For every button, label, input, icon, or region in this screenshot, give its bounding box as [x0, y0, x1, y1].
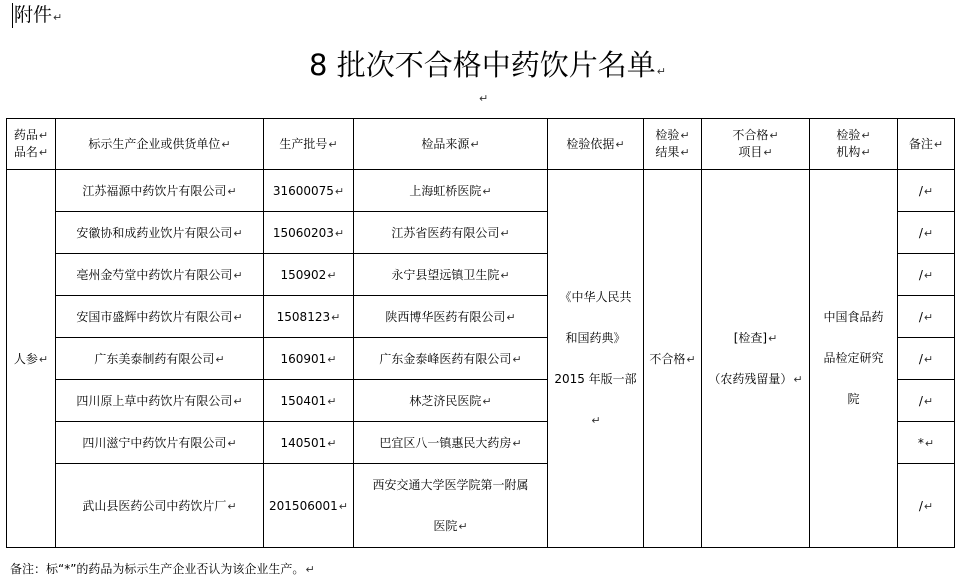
unqualified-herbs-table	[6, 118, 955, 548]
table-row	[7, 170, 955, 212]
page-title: 8 批次不合格中药饮片名单↵	[309, 48, 666, 82]
source-cell: 陕西博华医药有限公司↵	[354, 296, 548, 338]
batch-cell: 150902↵	[264, 254, 354, 296]
company-cell: 江苏福源中药饮片有限公司↵	[56, 170, 264, 212]
source-cell: 江苏省医药有限公司↵	[354, 212, 548, 254]
header-result: 检验↵ 结果↵	[644, 119, 702, 170]
note-cell: /↵	[898, 212, 955, 254]
company-cell: 武山县医药公司中药饮片厂↵	[56, 464, 264, 548]
header-source: 检品来源↵	[354, 119, 548, 170]
basis-cell: 《中华人民共 和国药典》 2015 年版一部↵	[548, 170, 644, 548]
note-cell: /↵	[898, 338, 955, 380]
company-cell: 安国市盛辉中药饮片有限公司↵	[56, 296, 264, 338]
header-batch: 生产批号↵	[264, 119, 354, 170]
text-cursor	[12, 3, 13, 28]
source-cell: 上海虹桥医院↵	[354, 170, 548, 212]
note-cell: /↵	[898, 380, 955, 422]
batch-cell: 31600075↵	[264, 170, 354, 212]
footnote: 备注：标“*”的药品为标示生产企业否认为该企业生产。↵	[10, 562, 315, 576]
batch-cell: 15060203↵	[264, 212, 354, 254]
table-header-row	[7, 119, 955, 170]
batch-cell: 1508123↵	[264, 296, 354, 338]
note-cell: *↵	[898, 422, 955, 464]
note-cell: /↵	[898, 170, 955, 212]
product-name-cell: 人参↵	[7, 170, 56, 548]
source-cell: 林芝济民医院↵	[354, 380, 548, 422]
company-cell: 安徽协和成药业饮片有限公司↵	[56, 212, 264, 254]
header-company: 标示生产企业或供货单位↵	[56, 119, 264, 170]
header-fail-item: 不合格↵ 项目↵	[702, 119, 810, 170]
company-cell: 四川滋宁中药饮片有限公司↵	[56, 422, 264, 464]
source-cell: 广东金泰峰医药有限公司↵	[354, 338, 548, 380]
source-cell: 永宁县望远镇卫生院↵	[354, 254, 548, 296]
institution-cell: 中国食品药 品检定研究 院	[810, 170, 898, 548]
company-cell: 广东美泰制药有限公司↵	[56, 338, 264, 380]
header-institution: 检验↵ 机构↵	[810, 119, 898, 170]
result-cell: 不合格↵	[644, 170, 702, 548]
empty-paragraph-mark: ↵	[479, 92, 489, 105]
batch-cell: 140501↵	[264, 422, 354, 464]
batch-cell: 150401↵	[264, 380, 354, 422]
batch-cell: 160901↵	[264, 338, 354, 380]
company-cell: 四川原上草中药饮片有限公司↵	[56, 380, 264, 422]
company-cell: 亳州金芍堂中药饮片有限公司↵	[56, 254, 264, 296]
note-cell: /↵	[898, 464, 955, 548]
attachment-label: 附件↵	[14, 4, 63, 26]
header-basis: 检验依据↵	[548, 119, 644, 170]
source-cell: 巴宜区八一镇惠民大药房↵	[354, 422, 548, 464]
batch-cell: 201506001↵	[264, 464, 354, 548]
source-cell: 西安交通大学医学院第一附属 医院↵	[354, 464, 548, 548]
fail-item-cell: [检查]↵ （农药残留量）↵	[702, 170, 810, 548]
header-note: 备注↵	[898, 119, 955, 170]
header-product-name: 药品↵ 品名↵	[7, 119, 56, 170]
note-cell: /↵	[898, 296, 955, 338]
note-cell: /↵	[898, 254, 955, 296]
